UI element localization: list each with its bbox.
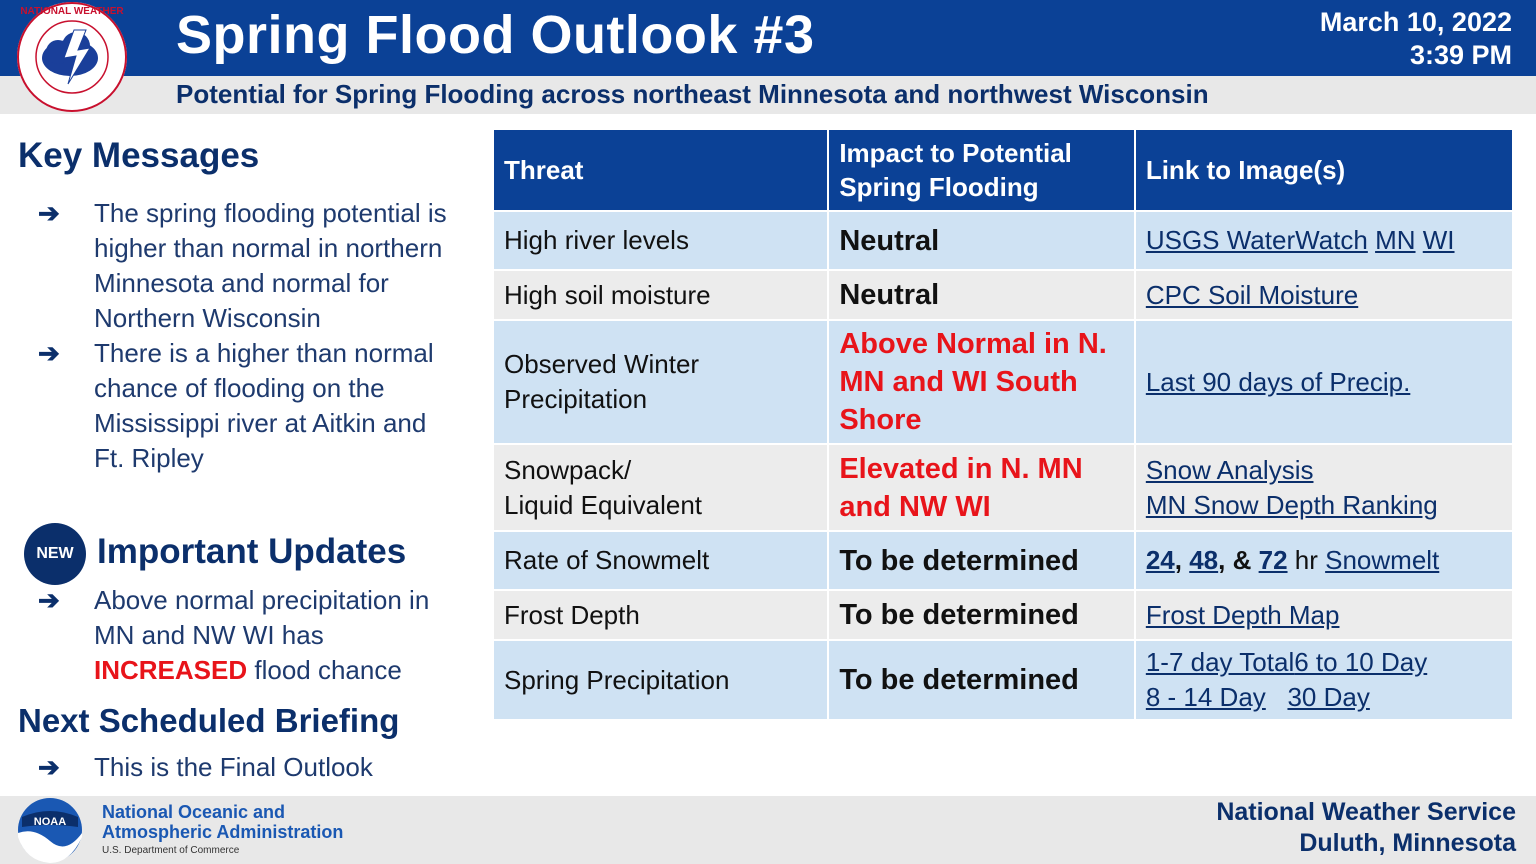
table-row: [493, 211, 1513, 270]
arrow-icon: ➔: [38, 198, 60, 228]
threat-cell: Rate of Snowmelt: [493, 531, 828, 590]
impact-cell: Above Normal in N. MN and WI South Shore: [828, 320, 1135, 444]
impact-cell: To be determined: [828, 640, 1135, 720]
impact-cell: To be determined: [828, 531, 1135, 590]
page-subtitle: Potential for Spring Flooding across northeast Minnesota and northwest Wisconsin: [176, 79, 1209, 109]
table-row: [493, 444, 1513, 531]
increased-emphasis: INCREASED: [94, 655, 248, 685]
next-briefing-list: [38, 750, 458, 785]
threat-table: [492, 128, 1514, 721]
arrow-icon: ➔: [38, 338, 60, 368]
link-48hr[interactable]: 48: [1189, 545, 1219, 575]
arrow-icon: ➔: [38, 585, 60, 615]
link-mn-snow-depth-ranking[interactable]: MN Snow Depth Ranking: [1145, 489, 1438, 520]
key-message-item: ➔ The spring flooding potential is higher than normal in northern Minnesota and normal for Northern Wisconsin: [38, 198, 447, 333]
link-72hr[interactable]: 72: [1258, 545, 1288, 575]
key-message-item: ➔ There is a higher than normal chance of flooding on the Mississippi river at Aitkin and Ft. Ripley: [38, 338, 434, 473]
col-header-threat: Threat: [493, 129, 828, 211]
noaa-name: National Oceanic and Atmospheric Administration: [102, 802, 344, 842]
briefing-item: ➔ This is the Final Outlook: [38, 750, 458, 785]
noaa-department: U.S. Department of Commerce: [102, 845, 240, 856]
links-cell: [1135, 444, 1513, 531]
nws-logo: [12, 0, 136, 114]
impact-cell: Elevated in N. MN and NW WI: [828, 444, 1135, 531]
link-8-14-day[interactable]: 8 - 14 Day: [1145, 682, 1266, 712]
key-messages-list: [38, 196, 458, 476]
key-messages-heading: Key Messages: [18, 136, 260, 175]
links-cell: 24, 48, & 72 hr Snowmelt: [1135, 531, 1513, 590]
noaa-logo-text: NOAA: [33, 816, 67, 828]
col-header-impact: Impact to Potential Spring Flooding: [828, 129, 1135, 211]
link-6-10-day[interactable]: 6 to 10 Day: [1294, 647, 1428, 677]
impact-cell: To be determined: [828, 590, 1135, 640]
page-title: Spring Flood Outlook #3: [176, 5, 815, 65]
table-row: [493, 270, 1513, 320]
link-mn[interactable]: MN: [1375, 225, 1416, 255]
link-cpc-soil-moisture[interactable]: CPC Soil Moisture: [1145, 279, 1359, 310]
table-header-row: [493, 129, 1513, 211]
link-snow-analysis[interactable]: Snow Analysis: [1145, 454, 1314, 485]
threat-cell: Snowpack/ Liquid Equivalent: [493, 444, 828, 531]
impact-cell: Neutral: [828, 270, 1135, 320]
impact-cell: Neutral: [828, 211, 1135, 270]
table-row: [493, 320, 1513, 444]
time-label: 3:39 PM: [1409, 40, 1512, 70]
links-cell: [1135, 270, 1513, 320]
col-header-links: Link to Image(s): [1135, 129, 1513, 211]
threat-cell: High soil moisture: [493, 270, 828, 320]
link-last-90-days-precip[interactable]: Last 90 days of Precip.: [1145, 366, 1411, 397]
link-wi[interactable]: WI: [1422, 225, 1455, 255]
nws-logo-text: NATIONAL WEATHER: [20, 6, 124, 17]
link-usgs-waterwatch[interactable]: USGS WaterWatch: [1145, 225, 1368, 255]
table-row: [493, 590, 1513, 640]
important-updates-list: [38, 583, 458, 688]
threat-cell: Frost Depth: [493, 590, 828, 640]
links-cell: [1135, 590, 1513, 640]
link-1-7-day-total[interactable]: 1-7 day Total: [1145, 647, 1295, 677]
links-cell: [1135, 211, 1513, 270]
table-row: [493, 640, 1513, 720]
threat-cell: High river levels: [493, 211, 828, 270]
update-item: ➔ Above normal precipitation in MN and NW WI has INCREASED flood chance: [38, 585, 430, 685]
threat-cell: Observed Winter Precipitation: [493, 320, 828, 444]
date-time: [1320, 6, 1512, 72]
link-24hr[interactable]: 24: [1145, 545, 1175, 575]
link-snowmelt[interactable]: Snowmelt: [1325, 545, 1440, 575]
important-updates-heading: Important Updates: [97, 532, 407, 571]
threat-cell: Spring Precipitation: [493, 640, 828, 720]
office-name: National Weather Service Duluth, Minnesota: [1216, 798, 1516, 857]
link-30-day[interactable]: 30 Day: [1287, 682, 1370, 712]
arrow-icon: ➔: [38, 752, 60, 782]
next-briefing-heading: Next Scheduled Briefing: [18, 702, 400, 739]
noaa-logo: [14, 797, 86, 863]
date-label: March 10, 2022: [1319, 7, 1512, 37]
new-badge: NEW: [24, 523, 86, 585]
links-cell: [1135, 320, 1513, 444]
links-cell: [1135, 640, 1513, 720]
link-frost-depth-map[interactable]: Frost Depth Map: [1145, 599, 1340, 630]
table-row: [493, 531, 1513, 590]
